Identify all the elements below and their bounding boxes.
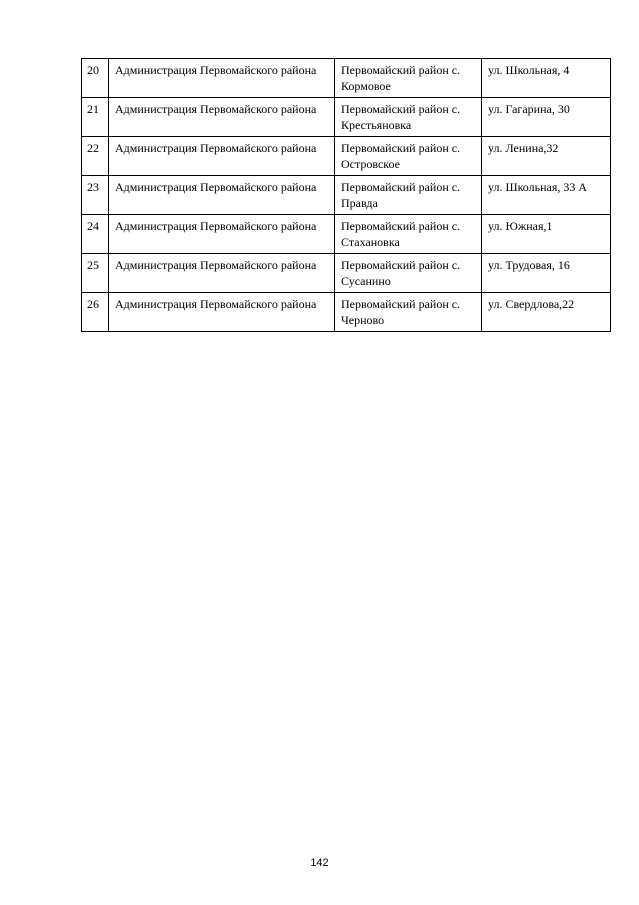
organization-cell: Администрация Первомайского района <box>109 176 335 215</box>
organization-cell: Администрация Первомайского района <box>109 59 335 98</box>
address-cell: ул. Школьная, 33 А <box>482 176 611 215</box>
location-cell: Первомайский район с. Кормовое <box>335 59 482 98</box>
table-row <box>82 293 611 332</box>
row-number-cell: 25 <box>82 254 109 293</box>
location-cell: Первомайский район с. Крестьяновка <box>335 98 482 137</box>
organization-cell: Администрация Первомайского района <box>109 293 335 332</box>
organization-cell: Администрация Первомайского района <box>109 98 335 137</box>
table-row <box>82 98 611 137</box>
address-cell: ул. Гагарина, 30 <box>482 98 611 137</box>
address-cell: ул. Южная,1 <box>482 215 611 254</box>
organization-cell: Администрация Первомайского района <box>109 215 335 254</box>
location-cell: Первомайский район с. Стахановка <box>335 215 482 254</box>
organization-cell: Администрация Первомайского района <box>109 254 335 293</box>
address-cell: ул. Трудовая, 16 <box>482 254 611 293</box>
row-number-cell: 21 <box>82 98 109 137</box>
address-cell: ул. Свердлова,22 <box>482 293 611 332</box>
table-row <box>82 254 611 293</box>
location-cell: Первомайский район с. Островское <box>335 137 482 176</box>
row-number-cell: 22 <box>82 137 109 176</box>
address-cell: ул. Ленина,32 <box>482 137 611 176</box>
location-cell: Первомайский район с. Сусанино <box>335 254 482 293</box>
row-number-cell: 26 <box>82 293 109 332</box>
table-row <box>82 215 611 254</box>
table-row <box>82 176 611 215</box>
address-cell: ул. Школьная, 4 <box>482 59 611 98</box>
row-number-cell: 23 <box>82 176 109 215</box>
table-row <box>82 59 611 98</box>
organization-cell: Администрация Первомайского района <box>109 137 335 176</box>
row-number-cell: 24 <box>82 215 109 254</box>
table-row <box>82 137 611 176</box>
location-cell: Первомайский район с. Правда <box>335 176 482 215</box>
records-table <box>81 58 611 332</box>
page-number: 142 <box>310 857 329 869</box>
row-number-cell: 20 <box>82 59 109 98</box>
location-cell: Первомайский район с. Черново <box>335 293 482 332</box>
